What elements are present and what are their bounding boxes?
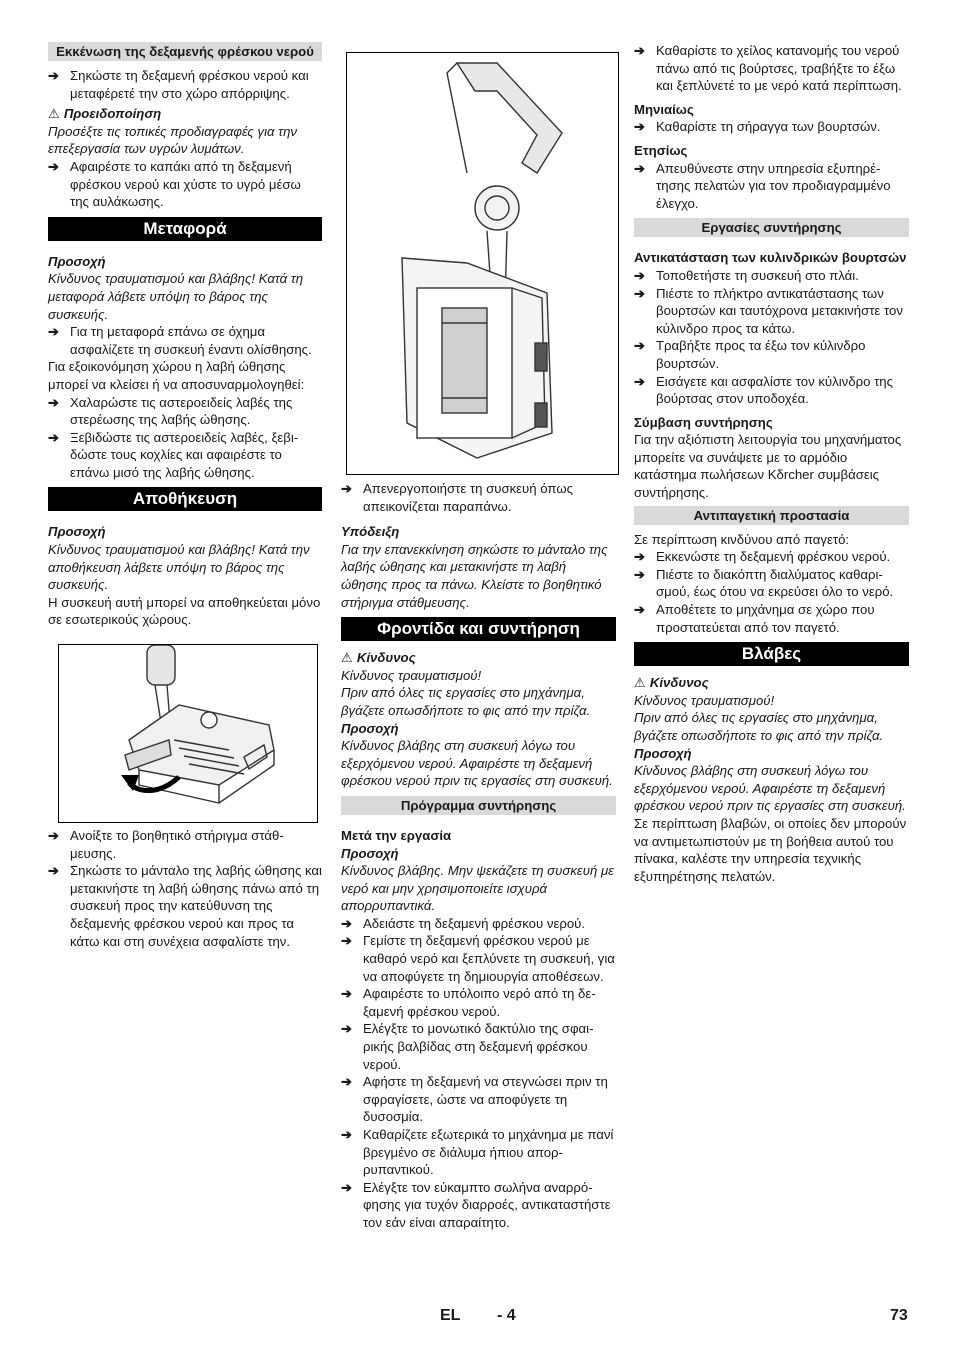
- list-item: ➔ Χαλαρώστε τις αστεροειδείς λαβές της στερέωσης της λαβής ώθησης.: [48, 394, 293, 428]
- danger-label: ⚠ Κίνδυνος: [634, 675, 709, 691]
- warning-label: ⚠ Προειδοποίηση: [48, 106, 162, 122]
- list-item: ➔ Απευθύνεστε στην υπηρεσία εξυπηρέτησης πελατών για τον προδιαγραμμένο έλεγχο.: [634, 160, 891, 211]
- arrow-right-icon: ➔: [634, 267, 645, 283]
- list-item: ➔ Εισάγετε και ασφαλίστε τον κύλινδρο της βούρτσας στον υποδοχέα.: [634, 373, 893, 407]
- arrow-right-icon: ➔: [341, 1021, 352, 1037]
- arrow-right-icon: ➔: [341, 933, 352, 949]
- paragraph: Σε περίπτωση κινδύνου από παγετό:: [634, 531, 850, 547]
- list-item: ➔ Αδειάστε τη δεξαμενή φρέσκου νερού.: [341, 915, 586, 931]
- paragraph: Για εξοικονόμηση χώρου η λαβή ώθησης μπορεί να κλείσει ή να αποσυναρμολογηθεί:: [48, 359, 305, 392]
- subheading: Σύμβαση συντήρησης: [634, 414, 773, 430]
- section-heading-transport: Μεταφορά: [48, 217, 322, 241]
- arrow-right-icon: ➔: [634, 373, 645, 389]
- section-heading-drain: Εκκένωση της δεξαμενής φρέσκου νερού: [48, 42, 322, 61]
- arrow-right-icon: ➔: [48, 828, 59, 844]
- warning-text: Προσέξτε τις τοπικές προδιαγραφές για την επεξεργασία των υγρών λυμάτων.: [48, 123, 298, 157]
- list-item: ➔ Πιέστε το πλήκτρο αντικατάστασης των βουρτσών και ταυτόχρονα μετακινήστε τον κύλινδρο προς τα κάτω.: [634, 285, 903, 336]
- arrow-right-icon: ➔: [634, 566, 645, 582]
- warning-triangle-icon: ⚠: [48, 106, 60, 122]
- section-heading-frost: Αντιπαγετική προστασία: [634, 506, 909, 525]
- caution-label: Προσοχή: [48, 253, 106, 269]
- arrow-right-icon: ➔: [341, 1179, 352, 1195]
- storage-figure: [58, 644, 318, 823]
- list-item: ➔ Καθαρίστε το χείλος κατανομής του νερού πάνω από τις βούρτσες, τραβήξτε το έξω και ξεπλύνετέ το με νερό κατά περίπτωση.: [634, 43, 902, 94]
- section-heading-care: Φροντίδα και συντήρηση: [341, 617, 616, 641]
- list-item: ➔ Εκκενώστε τη δεξαμενή φρέσκου νερού.: [634, 549, 891, 565]
- column-left: [48, 42, 322, 950]
- device-upright-illustration: [347, 53, 618, 474]
- list-item: ➔ Για τη μεταφορά επάνω σε όχημα ασφαλίζετε τη συσκευή έναντι ολίσθησης.: [48, 324, 312, 357]
- arrow-right-icon: ➔: [48, 863, 59, 879]
- caution-text: Κίνδυνος βλάβης στη συσκευή λόγω του εξερχόμενου νερού. Αφαιρέστε τη δεξαμενή φρέσκου νερού πριν τις εργασίες στη συσκευή.: [634, 763, 906, 814]
- list-item: ➔ Τοποθετήστε τη συσκευή στο πλάι.: [634, 267, 859, 283]
- list-item: ➔ Ελέγξτε το μονωτικό δακτύλιο της σφαιρικής βαλβίδας στη δεξαμενή φρέσκου νερού.: [341, 1021, 594, 1072]
- arrow-right-icon: ➔: [48, 324, 59, 340]
- list-item: ➔ Γεμίστε τη δεξαμενή φρέσκου νερού με καθαρό νερό και ξεπλύνετε τη συσκευή, για να αποφύγετε τη δημιουργία αποθέσεων.: [341, 933, 615, 984]
- subheading: Ετησίως: [634, 142, 688, 158]
- device-folding-illustration: [59, 645, 317, 822]
- caution-text: Κίνδυνος τραυματισμού και βλάβης! Κατά τη μεταφορά λάβετε υπόψη το βάρος της συσκευής.: [48, 271, 304, 322]
- caution-label: Προσοχή: [341, 720, 399, 736]
- arrow-right-icon: ➔: [634, 160, 645, 176]
- arrow-right-icon: ➔: [341, 1127, 352, 1142]
- footer-local-page: - 4: [497, 1307, 516, 1324]
- list-item: ➔ Σηκώστε το μάνταλο της λαβής ώθησης και μετακινήστε τη λαβή ώθησης πάνω από τη συσκευή προς την κατεύθυνση της δεξαμενής φρέσκου νερού και προς τα κάτω και στη συνέχεια ασφαλίστε την.: [48, 863, 322, 949]
- column-middle: [341, 42, 616, 1232]
- list-item: ➔ Αφήστε τη δεξαμενή να στεγνώσει πριν τη σφραγίσετε, ώστε να αποφύγετε τη δυσοσμία.: [341, 1074, 608, 1125]
- list-item: ➔ Αφαιρέστε το υπόλοιπο νερό από τη δεξαμενή φρέσκου νερού.: [341, 986, 596, 1019]
- section-heading-storage: Αποθήκευση: [48, 487, 322, 511]
- arrow-right-icon: ➔: [341, 915, 352, 931]
- caution-label: Προσοχή: [634, 745, 692, 761]
- caution-label: Προσοχή: [48, 524, 106, 540]
- list-item: ➔ Απενεργοποιήστε τη συσκευή όπως απεικονίζεται παραπάνω.: [341, 481, 573, 514]
- caution-label: Προσοχή: [341, 845, 399, 861]
- list-item: ➔ Αποθέτετε το μηχάνημα σε χώρο που προστατεύεται από τον παγετό.: [634, 602, 875, 635]
- arrow-right-icon: ➔: [341, 986, 352, 1002]
- page-number: 73: [890, 1307, 908, 1324]
- section-heading-maintenance: Εργασίες συντήρησης: [634, 218, 909, 237]
- arrow-right-icon: ➔: [341, 1074, 352, 1090]
- subheading: Μηνιαίως: [634, 101, 694, 117]
- arrow-right-icon: ➔: [634, 602, 645, 618]
- subheading: Μετά την εργασία: [341, 827, 452, 843]
- caution-text: Κίνδυνος τραυματισμού και βλάβης! Κατά την αποθήκευση λάβετε υπόψη το βάρος της συσκευής.: [48, 542, 310, 593]
- arrow-right-icon: ➔: [48, 394, 59, 410]
- arrow-right-icon: ➔: [634, 285, 645, 301]
- list-item: ➔ Ανοίξτε το βοηθητικό στήριγμα στάθμευσης.: [48, 828, 284, 861]
- arrow-right-icon: ➔: [48, 429, 59, 445]
- danger-text: Πριν από όλες τις εργασίες στο μηχάνημα, βγάζετε οπωσδήποτε το φις από την πρίζα.: [634, 710, 884, 743]
- arrow-right-icon: ➔: [341, 481, 352, 496]
- warning-triangle-icon: ⚠: [634, 675, 646, 691]
- danger-text: Πριν από όλες τις εργασίες στο μηχάνημα, βγάζετε οπωσδήποτε το φις από την πρίζα.: [341, 685, 591, 718]
- paragraph: Σε περίπτωση βλαβών, οι οποίες δεν μπορούν να αντιμετωπιστούν με τη βοήθεια αυτού του πίνακα, καλέστε την υπηρεσία τεχνικής εξυπηρέτησης πελατών.: [634, 815, 907, 884]
- danger-label: ⚠ Κίνδυνος: [341, 650, 416, 666]
- list-item: ➔ Τραβήξτε προς τα έξω τον κύλινδρο βουρτσών.: [634, 338, 866, 371]
- subheading: Αντικατάσταση των κυλινδρικών βουρτσών: [634, 250, 907, 266]
- list-item: ➔ Καθαρίζετε εξωτερικά το μηχάνημα με πανί βρεγμένο σε διάλυμα ήπιου απορρυπαντικού.: [341, 1127, 614, 1178]
- arrow-right-icon: ➔: [634, 43, 645, 58]
- arrow-right-icon: ➔: [634, 338, 645, 354]
- note-label: Υπόδειξη: [341, 524, 400, 540]
- caution-text: Κίνδυνος βλάβης. Μην ψεκάζετε τη συσκευή με νερό και μην χρησιμοποιείτε ισχυρά απορρυπαντικά.: [341, 863, 614, 914]
- parked-device-figure: [346, 52, 619, 475]
- arrow-right-icon: ➔: [48, 68, 59, 83]
- column-right: [634, 42, 909, 885]
- section-heading-program: Πρόγραμμα συντήρησης: [341, 796, 616, 815]
- list-item: ➔ Καθαρίστε τη σήραγγα των βουρτσών.: [634, 119, 881, 135]
- arrow-right-icon: ➔: [634, 119, 645, 135]
- section-heading-faults: Βλάβες: [634, 642, 909, 666]
- paragraph: Η συσκευή αυτή μπορεί να αποθηκεύεται μόνο σε εσωτερικούς χώρους.: [48, 594, 321, 628]
- list-item: ➔ Ελέγξτε τον εύκαμπτο σωλήνα αναρρόφησης για τυχόν διαρροές, αντικαταστήστε τον εάν είναι απαραίτητο.: [341, 1179, 611, 1230]
- warning-triangle-icon: ⚠: [341, 650, 353, 666]
- list-item: ➔ Αφαιρέστε το καπάκι από τη δεξαμενή φρέσκου νερού και χύστε το υγρό μέσω της αυλάκωσης.: [48, 158, 301, 210]
- caution-text: Κίνδυνος βλάβης στη συσκευή λόγω του εξερχόμενου νερού. Αφαιρέστε τη δεξαμενή φρέσκου νερού πριν τις εργασίες στη συσκευή.: [341, 738, 613, 789]
- paragraph: Για την αξιόπιστη λειτουργία του μηχανήματος μπορείτε να συνάψετε με το αρμόδιο κατάστημα πωλήσεων Kδrcher συμβάσεις συντήρησης.: [634, 432, 902, 501]
- footer-language: EL: [440, 1307, 461, 1324]
- list-item: ➔ Πιέστε το διακόπτη διαλύματος καθαρισμού, έως ότου να εκρεύσει όλο το νερό.: [634, 566, 894, 600]
- note-text: Για την επανεκκίνηση σηκώστε το μάνταλο της λαβής ώθησης και μετακινήστε τη λαβή ώθησης προς τα πάνω. Κλείστε το βοηθητικό στήριγμα στάθμευσης.: [341, 541, 608, 610]
- danger-text: Κίνδυνος τραυματισμού!: [634, 692, 775, 708]
- list-item: ➔ Ξεβιδώστε τις αστεροειδείς λαβές, ξεβιδώστε τους κοχλίες και αφαιρέστε το επάνω μισό της λαβής ώθησης.: [48, 429, 299, 480]
- danger-text: Κίνδυνος τραυματισμού!: [341, 667, 482, 683]
- arrow-right-icon: ➔: [634, 549, 645, 565]
- list-item: ➔ Σηκώστε τη δεξαμενή φρέσκου νερού και μεταφέρετέ την στο χώρο απόρριψης.: [48, 68, 309, 101]
- arrow-right-icon: ➔: [48, 158, 59, 174]
